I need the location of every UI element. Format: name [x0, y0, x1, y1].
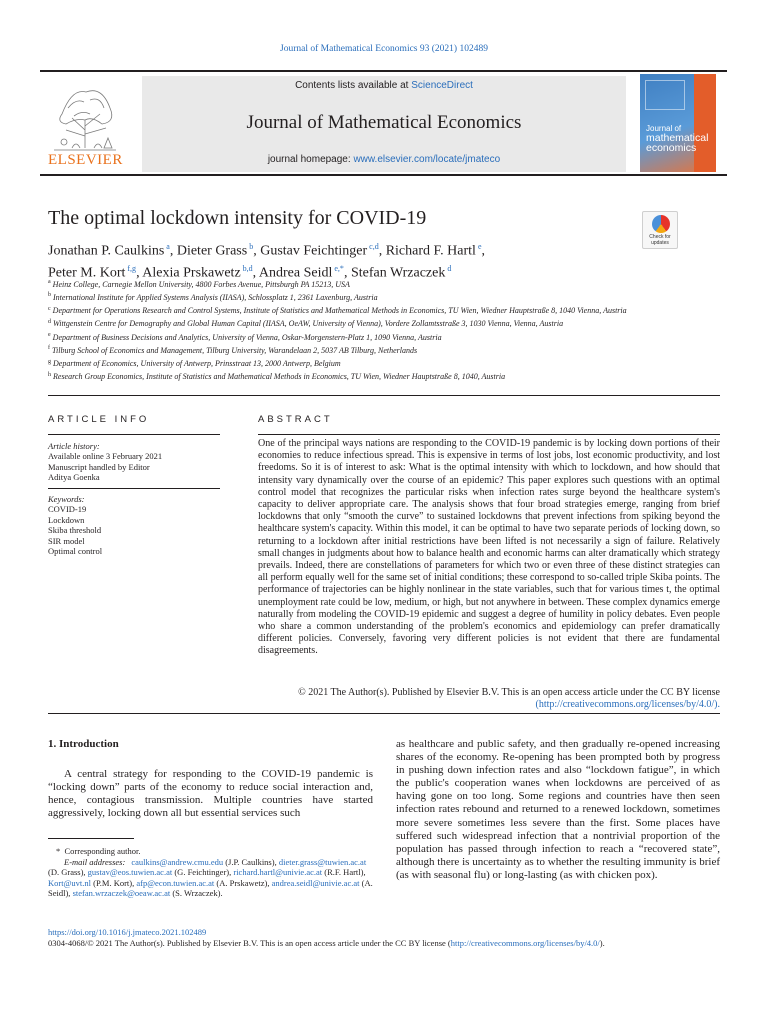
email-owner: (D. Grass), — [48, 867, 86, 878]
email-owner: (R.F. Hartl), — [324, 867, 366, 878]
contents-prefix: Contents lists available at — [295, 80, 412, 91]
keywords-block — [48, 494, 220, 557]
history-line: Aditya Goenka — [48, 472, 100, 483]
author-name[interactable]: Stefan Wrzaczek — [350, 265, 446, 281]
affiliation-key: b — [48, 292, 51, 299]
author-separator: , — [252, 265, 259, 281]
sciencedirect-link[interactable]: ScienceDirect — [411, 80, 473, 91]
email-owner: (S. Wrzaczek). — [172, 888, 223, 899]
journal-homepage-link[interactable]: www.elsevier.com/locate/jmateco — [353, 154, 501, 165]
author-name[interactable]: Andrea Seidl — [258, 265, 333, 281]
affiliation-item — [48, 277, 628, 290]
author-name[interactable]: Gustav Feichtinger — [260, 243, 368, 259]
paper-title: The optimal lockdown intensity for COVID-19 — [48, 207, 427, 229]
email-owner: (G. Feichtinger), — [174, 867, 232, 878]
abstract-heading: ABSTRACT — [258, 414, 333, 425]
journal-cover-image — [640, 74, 716, 172]
author-separator: , — [378, 243, 386, 259]
keyword: Lockdown — [48, 514, 85, 525]
affiliation-key: d — [48, 318, 51, 325]
cover-orange-band — [694, 74, 716, 172]
email-label: E-mail addresses: — [64, 856, 126, 867]
keyword: SIR model — [48, 535, 85, 546]
journal-masthead — [40, 70, 727, 176]
email-link[interactable]: caulkins@andrew.cmu.edu — [131, 856, 224, 867]
author-affiliation-mark[interactable]: f,g — [127, 263, 137, 273]
affiliation-key: f — [48, 345, 50, 352]
author-name[interactable]: Peter M. Kort — [48, 265, 126, 281]
affiliation-item — [48, 343, 628, 356]
author-affiliation-mark[interactable]: e — [477, 242, 482, 251]
cover-pattern — [645, 80, 685, 110]
email-link[interactable]: gustav@eos.tuwien.ac.at — [87, 867, 173, 878]
author-name[interactable]: Dieter Grass — [176, 243, 248, 259]
email-link[interactable]: stefan.wrzaczek@oeaw.ac.at — [72, 888, 171, 899]
affiliation-key: c — [48, 305, 51, 312]
author-affiliation-mark[interactable]: b,d — [242, 263, 253, 273]
author-name[interactable]: Richard F. Hartl — [385, 243, 476, 259]
affiliation-item — [48, 370, 628, 383]
keyword: Optimal control — [48, 546, 103, 557]
history-line: Available online 3 February 2021 — [48, 451, 163, 461]
email-owner: (J.P. Caulkins), — [225, 856, 277, 867]
check-updates-line-2: updates — [651, 240, 669, 246]
author-list — [48, 238, 608, 281]
cover-line-1: Journal of — [646, 124, 682, 133]
affiliation-key: h — [48, 371, 51, 378]
footnote-rule — [48, 838, 134, 839]
email-list — [48, 857, 373, 899]
affiliation-text: Tilburg School of Economics and Management, Tilburg University, Warandelaan 2, 5037 AB Tilburg, Netherlands — [52, 345, 418, 355]
affiliation-item — [48, 290, 628, 303]
corresponding-label: Corresponding author. — [64, 846, 141, 856]
check-updates-icon — [652, 215, 670, 233]
article-info-heading: ARTICLE INFO — [48, 414, 150, 425]
keyword: COVID-19 — [48, 504, 87, 514]
affiliation-item — [48, 317, 628, 330]
check-for-updates-button[interactable] — [642, 211, 678, 249]
cover-line-3: economics — [646, 142, 697, 154]
author-separator: , — [136, 265, 143, 281]
author-affiliation-mark[interactable]: e,* — [334, 263, 344, 273]
affiliation-text: Department of Business Decisions and Analytics, University of Vienna, Oskar-Morgenstern-Platz 1, 1090 Vienna, Austria — [52, 332, 442, 342]
email-link[interactable]: afp@econ.tuwien.ac.at — [136, 877, 215, 888]
article-info-rule — [48, 434, 220, 435]
copyright-notice — [258, 687, 720, 711]
affiliation-text: International Institute for Applied Systems Analysis (IIASA), Schlossplatz 1, 2361 Laxenburg, Austria — [53, 292, 378, 302]
email-link[interactable]: Kort@uvt.nl — [48, 877, 92, 888]
footnotes — [48, 846, 373, 899]
affiliation-text: Wittgenstein Centre for Demography and Global Human Capital (IIASA, OeAW, University of Vienna), Vordere Zollamtsstraße 3, 1030 Vienna, Vienna, Austria — [53, 319, 564, 329]
author-name[interactable]: Jonathan P. Caulkins — [48, 243, 165, 259]
check-updates-line-1: Check for — [649, 234, 671, 240]
issn-suffix: ). — [599, 937, 605, 948]
abstract-bottom-divider — [48, 713, 720, 714]
author-affiliation-mark[interactable]: c,d — [369, 242, 379, 251]
affiliation-item — [48, 304, 628, 317]
affiliation-text: Research Group Economics, Institute of Statistics and Mathematical Methods in Economics, TU Wien, Wiedner Hauptstraße 8, 1040, Austria — [53, 372, 506, 382]
masthead-center-panel — [142, 76, 626, 172]
history-line: Manuscript handled by Editor — [48, 461, 150, 472]
affiliation-item — [48, 330, 628, 343]
affiliation-key: e — [48, 332, 51, 338]
header-divider — [48, 395, 720, 396]
keywords-label: Keywords: — [48, 494, 85, 504]
asterisk-mark: * — [56, 846, 61, 856]
author-affiliation-mark[interactable]: b — [249, 242, 254, 251]
affiliation-text: Department of Economics, University of Antwerp, Prinsstraat 13, 2000 Antwerp, Belgium — [53, 359, 341, 369]
email-link[interactable]: dieter.grass@tuwien.ac.at — [278, 856, 367, 867]
history-label: Article history: — [48, 441, 100, 451]
bottom-license-link[interactable]: http://creativecommons.org/licenses/by/4.0/ — [450, 937, 600, 948]
homepage-prefix: journal homepage: — [267, 154, 354, 165]
email-owner: (A. Seidl), — [48, 877, 373, 899]
affiliation-item — [48, 357, 628, 370]
keyword: Skiba threshold — [48, 525, 102, 536]
affiliation-key: g — [48, 358, 51, 365]
contents-line — [142, 80, 626, 91]
abstract-text: One of the principal ways nations are responding to the COVID-19 pandemic is by locking down portions of their economies to reduce infectious spread. This is expensive in terms of lost jobs, lost economic productivity, and lost freedoms. So it is of interest to ask: What is the optimal intensity with which to lockdown, and how should that intensity vary dynamically over the course of an epidemic? This paper explores such questions with an optimal control model that recognizes the particular risks when infection rates surge beyond the healthcare system's capacity to deliver appropriate care. The analysis shows that four broad strategies emerge, ranging from brief lockdowns that only “smooth the curve” to sustained lockdowns that prevent infections from spiking beyond the healthcare system's capacity. Within this model, it can be optimal to have two separate periods of locking down, so returning to a lockdown after initial restrictions have been lifted is not necessarily a sign of failure. Relatively small changes in judgments about how to balance health and economic harms can alter dramatically which strategy prevails. Indeed, there are constellations of parameters for which two or even three of these distinct strategies can all perform equally well for the same set of initial conditions; these correspond to so-called triple Skiba points. The performance of trajectories can be highly nonlinear in the state variables, such that for various times t, the optimal unemployment rate could be low, medium, or high, but not anywhere in between. These complex dynamics emerge naturally from modeling the COVID-19 epidemic and suggest a degree of humility in policy debates. Even people who share a common understanding of the problem's economics and epidemiology can prefer dramatically different policies. Conversely, favoring very different policies is not evident that there are fundamental disagreements. — [258, 438, 720, 657]
keywords-rule — [48, 488, 220, 489]
email-owner: (P.M. Kort), — [93, 877, 135, 888]
email-owner: (A. Prskawetz), — [216, 877, 270, 888]
check-updates-label — [643, 234, 677, 246]
affiliation-text: Heinz College, Carnegie Mellon University, 4800 Forbes Avenue, Pittsburgh PA 15213, USA — [52, 279, 350, 289]
affiliation-text: Department for Operations Research and Control Systems, Institute of Statistics and Mathematical Methods in Economics, TU Wien, Wiedner Hauptstraße 8, 1040 Vienna, Austria — [52, 306, 627, 316]
issn-line — [48, 938, 728, 949]
issn-text: 0304-4068/© 2021 The Author(s). Published by Elsevier B.V. This is an open access article under the CC BY license ( — [48, 937, 451, 948]
author-separator: , — [481, 243, 486, 259]
author-affiliation-mark[interactable]: a — [166, 242, 170, 251]
email-link[interactable]: richard.hartl@univie.ac.at — [233, 867, 323, 878]
elsevier-wordmark: ELSEVIER — [48, 152, 123, 168]
copyright-text: © 2021 The Author(s). Published by Elsevier B.V. This is an open access article under the CC BY license — [298, 687, 720, 698]
affiliation-key: a — [48, 279, 51, 285]
author-separator: , — [343, 265, 351, 281]
affiliation-list — [48, 277, 628, 383]
cover-line-2: mathematical — [646, 132, 709, 144]
corresponding-author-note — [48, 846, 373, 857]
bottom-matter — [48, 927, 728, 948]
author-separator: , — [169, 243, 177, 259]
journal-reference[interactable]: Journal of Mathematical Economics 93 (2021) 102489 — [280, 44, 488, 54]
email-link[interactable]: andrea.seidl@univie.ac.at — [271, 877, 360, 888]
abstract-rule — [258, 434, 720, 435]
article-history — [48, 441, 220, 483]
intro-paragraph-column-2: as healthcare and public safety, and then gradually re-opened increasing shares of the economy. Re-opening has been prompted both by progress in pushing down infection rates and also “lockdown fatigue”, in which the public's cooperation wanes when lockdowns are perceived of as having gone on too long. Some regions and countries have then seen infection rates rebound and returned to a renewed lockdown, sometimes more severe sometimes less severe than the first. Some places have suffered such widespread infection that a nontrivial proportion of the population has passed through infection to reach a “recovered state”, although there is uncertainty as to whether the resulting immunity is brief (as with seasonal flu) or long-lasting (as with chicken pox). — [396, 738, 720, 881]
cover-text — [646, 124, 708, 153]
section-heading-introduction: 1. Introduction — [48, 738, 119, 750]
author-name[interactable]: Alexia Prskawetz — [142, 265, 241, 281]
cc-license-link[interactable]: (http://creativecommons.org/licenses/by/4.0/). — [535, 699, 720, 711]
author-separator: , — [253, 243, 261, 259]
author-affiliation-mark[interactable]: d — [447, 263, 452, 273]
intro-paragraph-column-1: A central strategy for responding to the COVID-19 pandemic is “locking down” parts of the economy to reduce social interaction and, hence, contagious transmission. Multiple countries have started aggressively, locking down all but essential services such — [48, 768, 373, 820]
homepage-line — [142, 154, 626, 165]
doi-link[interactable]: https://doi.org/10.1016/j.jmateco.2021.102489 — [48, 927, 207, 937]
journal-title: Journal of Mathematical Economics — [246, 112, 522, 133]
